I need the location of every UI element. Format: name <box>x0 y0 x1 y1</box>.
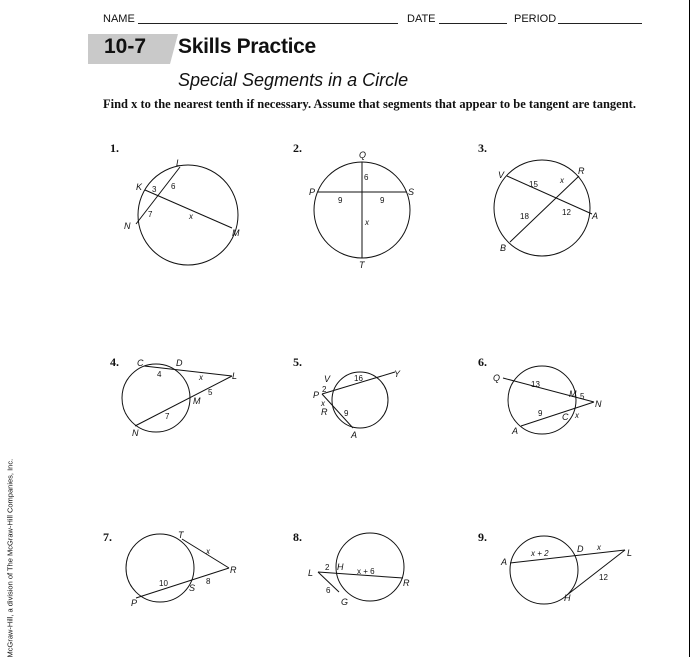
point-label: N <box>132 428 139 438</box>
value-label: x + 2 <box>531 549 549 558</box>
point-label: M <box>569 389 577 399</box>
point-label: M <box>232 228 240 238</box>
value-label: 5 <box>208 388 213 397</box>
value-label: 2 <box>322 385 327 394</box>
value-label: 3 <box>152 185 157 194</box>
value-label: x + 6 <box>357 567 375 576</box>
copyright-text: McGraw-Hill, a division of The McGraw-Hill Companies, Inc. <box>5 458 15 658</box>
problem-6-number: 6. <box>478 355 487 369</box>
value-label: x <box>560 176 564 185</box>
value-label: 9 <box>344 409 349 418</box>
point-label: A <box>351 430 358 440</box>
point-label: L <box>627 548 633 558</box>
value-label: 6 <box>364 173 369 182</box>
point-label: H <box>337 562 344 572</box>
problem-5-number: 5. <box>293 355 302 369</box>
point-label: R <box>230 565 237 575</box>
point-label: P <box>313 390 320 400</box>
value-label: x <box>597 543 601 552</box>
lesson-title: Skills Practice <box>178 35 316 58</box>
point-label: L <box>176 158 182 168</box>
problem-2-number: 2. <box>293 141 302 155</box>
point-label: D <box>176 358 183 368</box>
value-label: x <box>321 399 325 408</box>
point-label: L <box>232 371 238 381</box>
value-label: 7 <box>165 412 170 421</box>
name-label: NAME <box>103 13 135 25</box>
point-label: C <box>562 412 569 422</box>
value-label: 18 <box>520 212 529 221</box>
point-label: T <box>178 530 184 540</box>
point-label: P <box>131 598 138 608</box>
point-label: K <box>136 182 143 192</box>
point-label: R <box>403 578 410 588</box>
value-label: x <box>206 547 210 556</box>
point-label: N <box>595 399 602 409</box>
point-label: G <box>341 597 349 607</box>
value-label: 9 <box>538 409 543 418</box>
value-label: x <box>365 218 369 227</box>
value-label: 16 <box>354 374 363 383</box>
value-label: 8 <box>206 577 211 586</box>
problem-8-number: 8. <box>293 530 302 544</box>
value-label: 10 <box>159 579 168 588</box>
value-label: 5 <box>580 392 585 401</box>
value-label: 13 <box>531 380 540 389</box>
point-label: T <box>359 260 365 270</box>
problem-9-number: 9. <box>478 530 487 544</box>
point-label: P <box>309 187 316 197</box>
value-label: 12 <box>562 208 571 217</box>
problem-7-number: 7. <box>103 530 112 544</box>
value-label: x <box>189 212 193 221</box>
point-label: A <box>512 426 519 436</box>
point-label: Q <box>359 150 367 160</box>
value-label: 12 <box>599 573 608 582</box>
problem-3-number: 3. <box>478 141 487 155</box>
value-label: 9 <box>380 196 385 205</box>
lesson-number: 10-7 <box>104 35 147 58</box>
point-label: R <box>578 166 585 176</box>
period-label: PERIOD <box>514 13 557 25</box>
point-label: Y <box>394 369 401 379</box>
point-label: M <box>193 396 201 406</box>
value-label: 2 <box>325 563 330 572</box>
value-label: x <box>575 411 579 420</box>
point-label: A <box>592 211 599 221</box>
point-label: A <box>501 557 508 567</box>
value-label: x <box>199 373 203 382</box>
point-label: S <box>408 187 415 197</box>
point-label: N <box>124 221 131 231</box>
date-label: DATE <box>407 13 436 25</box>
secant-al <box>510 550 625 563</box>
point-label: D <box>577 544 584 554</box>
lesson-subtitle: Special Segments in a Circle <box>178 70 409 90</box>
point-label: H <box>564 593 571 603</box>
point-label: C <box>137 358 144 368</box>
value-label: 15 <box>529 180 538 189</box>
problem-4-number: 4. <box>110 355 119 369</box>
point-label: Q <box>493 373 501 383</box>
value-label: 9 <box>338 196 343 205</box>
point-label: L <box>308 568 314 578</box>
value-label: 6 <box>171 182 176 191</box>
problem-1-number: 1. <box>110 141 119 155</box>
point-label: R <box>321 407 328 417</box>
instructions: Find x to the nearest tenth if necessary. Assume that segments that appear to be tangent are tangent. <box>103 97 636 111</box>
point-label: B <box>500 243 507 253</box>
point-label: V <box>498 170 505 180</box>
value-label: 4 <box>157 370 162 379</box>
point-label: V <box>324 374 331 384</box>
value-label: 7 <box>148 210 153 219</box>
value-label: 6 <box>326 586 331 595</box>
point-label: S <box>189 583 196 593</box>
